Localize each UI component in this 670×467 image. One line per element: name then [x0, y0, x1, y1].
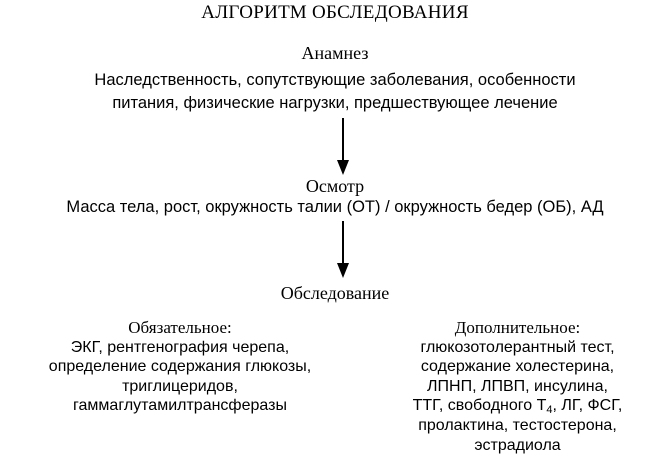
mandatory-heading: Обязательное: [128, 318, 232, 337]
mandatory-line: ЭКГ, рентгенография черепа, [70, 338, 290, 356]
mandatory-column [30, 318, 330, 416]
examination-heading: Осмотр [305, 176, 365, 196]
mandatory-line: триглицеридов, [122, 377, 238, 395]
additional-line-part: , ЛГ, ФСГ, [552, 397, 623, 415]
additional-line-hormones [370, 396, 665, 416]
anamnesis-line-1: Наследственность, сопутствующие заболевания, особенности [94, 71, 576, 89]
additional-line: глюкозотолерантный тест, [420, 338, 615, 356]
arrow-exam-to-investigation [335, 221, 351, 279]
additional-column [370, 318, 665, 455]
additional-heading: Дополнительное: [454, 318, 581, 337]
additional-line: пролактина, тестостерона, [418, 416, 617, 434]
diagram-title: АЛГОРИТМ ОБСЛЕДОВАНИЯ [201, 2, 469, 23]
additional-line: содержание холестерина, [420, 358, 615, 376]
anamnesis-heading: Анамнез [301, 43, 369, 63]
additional-line: ЛПНП, ЛПВП, инсулина, [427, 377, 608, 395]
additional-line: эстрадиола [474, 436, 561, 454]
anamnesis-line-2: питания, физические нагрузки, предшествующее лечение [112, 94, 558, 112]
arrow-anamnesis-to-exam [335, 118, 351, 176]
additional-line-part: ТТГ, свободного Т [412, 397, 547, 415]
investigation-heading: Обследование [280, 283, 390, 303]
mandatory-line: определение содержания глюкозы, [48, 358, 312, 376]
examination-line-1: Масса тела, рост, окружность талии (ОТ) / окружность бедер (ОБ), АД [66, 198, 604, 216]
mandatory-line: гаммаглутамилтрансферазы [73, 397, 287, 415]
subscript-4: 4 [546, 404, 553, 417]
